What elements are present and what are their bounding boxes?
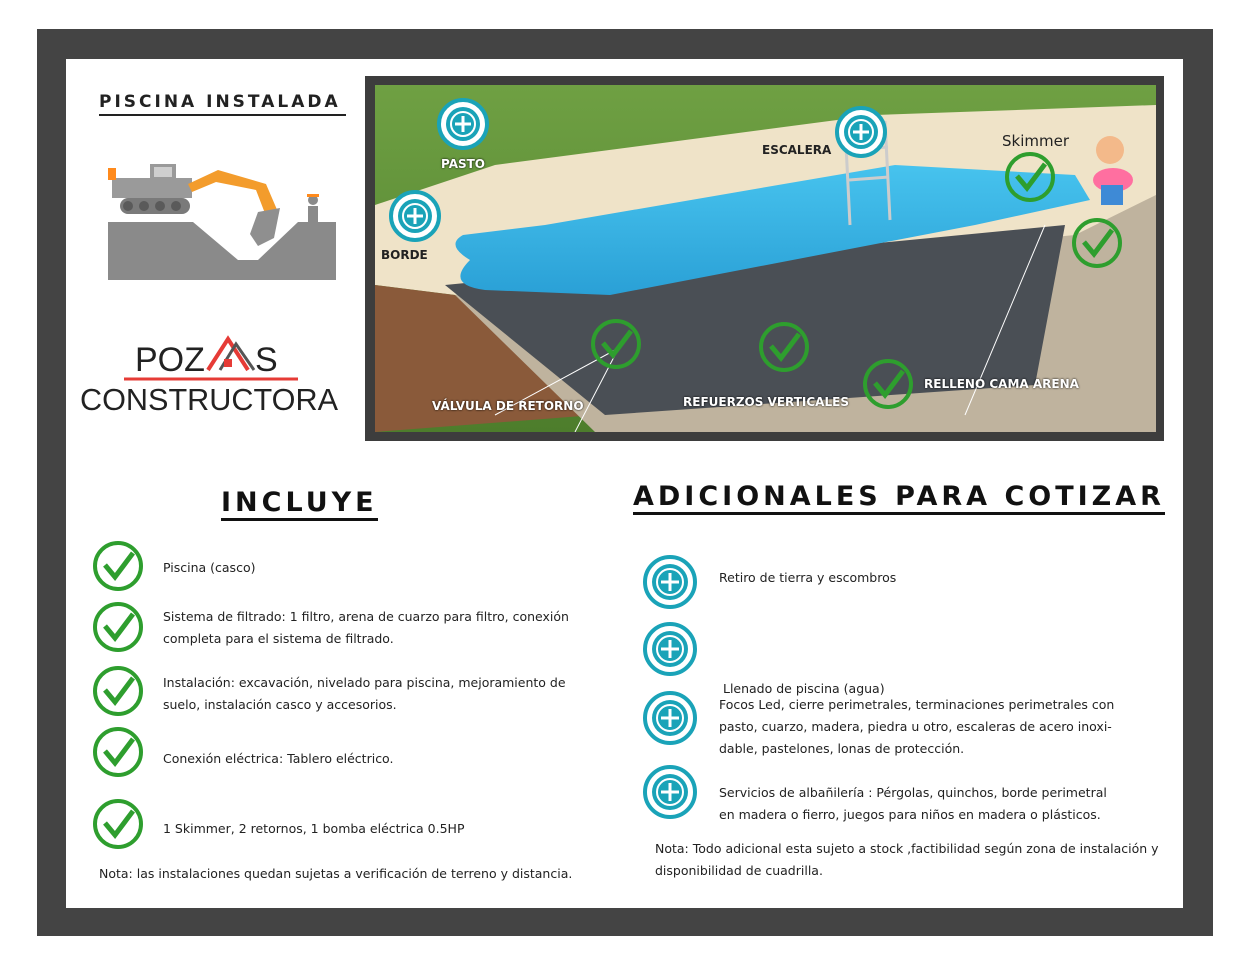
incluye-item: Instalación: excavación, nivelado para piscina, mejoramiento de suelo, instalación casco y accesorios. — [163, 675, 566, 712]
adicional-item: Retiro de tierra y escombros — [719, 570, 897, 585]
check-circle-icon — [589, 317, 643, 371]
label-borde: BORDE — [381, 248, 428, 262]
plus-circle-icon — [387, 188, 443, 244]
adicionales-title: ADICIONALES PARA COTIZAR — [633, 482, 1165, 515]
pozas-logo — [80, 333, 342, 417]
incluye-title: INCLUYE — [221, 488, 378, 521]
adicional-item: Llenado de piscina (agua) — [719, 681, 885, 696]
excavator-illustration — [108, 160, 338, 282]
incluye-item: Sistema de filtrado: 1 filtro, arena de cuarzo para filtro, conexión completa para el sistema de filtrado. — [163, 609, 569, 646]
adicional-item: Servicios de albañilería : Pérgolas, quinchos, borde perimetral en madera o fierro, juegos para niños en madera o plásticos. — [719, 785, 1107, 822]
check-circle-icon — [91, 664, 145, 718]
plus-circle-icon — [435, 96, 491, 152]
check-circle-icon — [1003, 150, 1057, 204]
svg-text:POZ: POZ — [135, 341, 205, 379]
plus-circle-icon — [642, 764, 698, 820]
incluye-item: 1 Skimmer, 2 retornos, 1 bomba eléctrica 0.5HP — [163, 821, 465, 836]
label-valvula-retorno: VÁLVULA DE RETORNO — [432, 399, 584, 413]
plus-circle-icon — [833, 104, 889, 160]
incluye-item: Piscina (casco) — [163, 560, 256, 575]
label-escalera: ESCALERA — [762, 143, 832, 157]
label-relleno-cama-arena: RELLENO CAMA ARENA — [924, 377, 1079, 391]
incluye-item: Conexión eléctrica: Tablero eléctrico. — [163, 751, 394, 766]
plus-circle-icon — [642, 621, 698, 677]
adicional-item: Focos Led, cierre perimetrales, terminaciones perimetrales con pasto, cuarzo, madera, piedra u otro, escaleras de acero inoxi- dable, pastelones, lonas de protección. — [719, 697, 1115, 756]
incluye-note: Nota: las instalaciones quedan sujetas a verificación de terreno y distancia. — [99, 866, 573, 881]
check-circle-icon — [91, 539, 145, 593]
check-circle-icon — [91, 797, 145, 851]
svg-text:CONSTRUCTORA: CONSTRUCTORA — [80, 382, 339, 417]
plus-circle-icon — [642, 690, 698, 746]
label-refuerzos-verticales: REFUERZOS VERTICALES — [683, 395, 849, 409]
piscina-instalada-title: PISCINA INSTALADA — [99, 92, 346, 116]
adicionales-note: Nota: Todo adicional esta sujeto a stock ,factibilidad según zona de instalación y disponibilidad de cuadrilla. — [655, 841, 1159, 878]
check-circle-icon — [91, 600, 145, 654]
check-circle-icon — [757, 320, 811, 374]
check-circle-icon — [1070, 216, 1124, 270]
svg-text:S: S — [255, 341, 278, 379]
check-circle-icon — [861, 357, 915, 411]
label-skimmer: Skimmer — [1002, 132, 1069, 150]
label-pasto: PASTO — [441, 157, 486, 171]
check-circle-icon — [91, 725, 145, 779]
plus-circle-icon — [642, 554, 698, 610]
